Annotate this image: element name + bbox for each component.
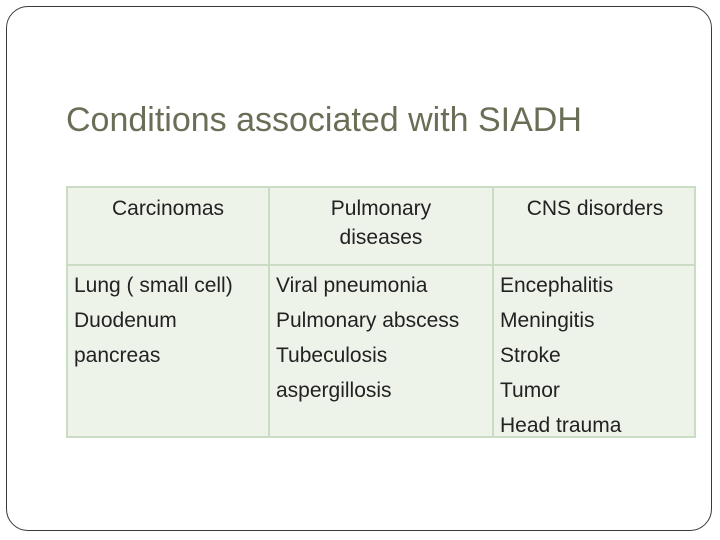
list-item: Lung ( small cell) xyxy=(74,274,233,297)
column-header-carcinomas: Carcinomas xyxy=(111,197,225,220)
list-item: pancreas xyxy=(74,344,161,367)
column-divider xyxy=(492,188,494,436)
column-header-pulmonary xyxy=(270,194,492,252)
column-pulmonary xyxy=(276,268,459,408)
list-item: Pulmonary abscess xyxy=(276,309,460,332)
column-carcinomas xyxy=(74,268,233,373)
header-line: diseases xyxy=(339,226,423,249)
column-header-cns: CNS disorders xyxy=(526,197,664,220)
list-item: Head trauma xyxy=(500,414,622,437)
conditions-table xyxy=(66,186,696,438)
list-item: Duodenum xyxy=(74,309,177,332)
list-item: Viral pneumonia xyxy=(276,274,428,297)
slide-title: Conditions associated with SIADH xyxy=(66,101,582,139)
list-item: Stroke xyxy=(500,344,561,367)
list-item: Meningitis xyxy=(500,309,595,332)
column-cns xyxy=(500,268,621,443)
list-item: Tumor xyxy=(500,379,560,402)
list-item: Encephalitis xyxy=(500,274,614,297)
list-item: aspergillosis xyxy=(276,379,392,402)
list-item: Tubeculosis xyxy=(276,344,388,367)
header-line: Pulmonary xyxy=(330,197,432,220)
header-divider xyxy=(68,264,694,266)
